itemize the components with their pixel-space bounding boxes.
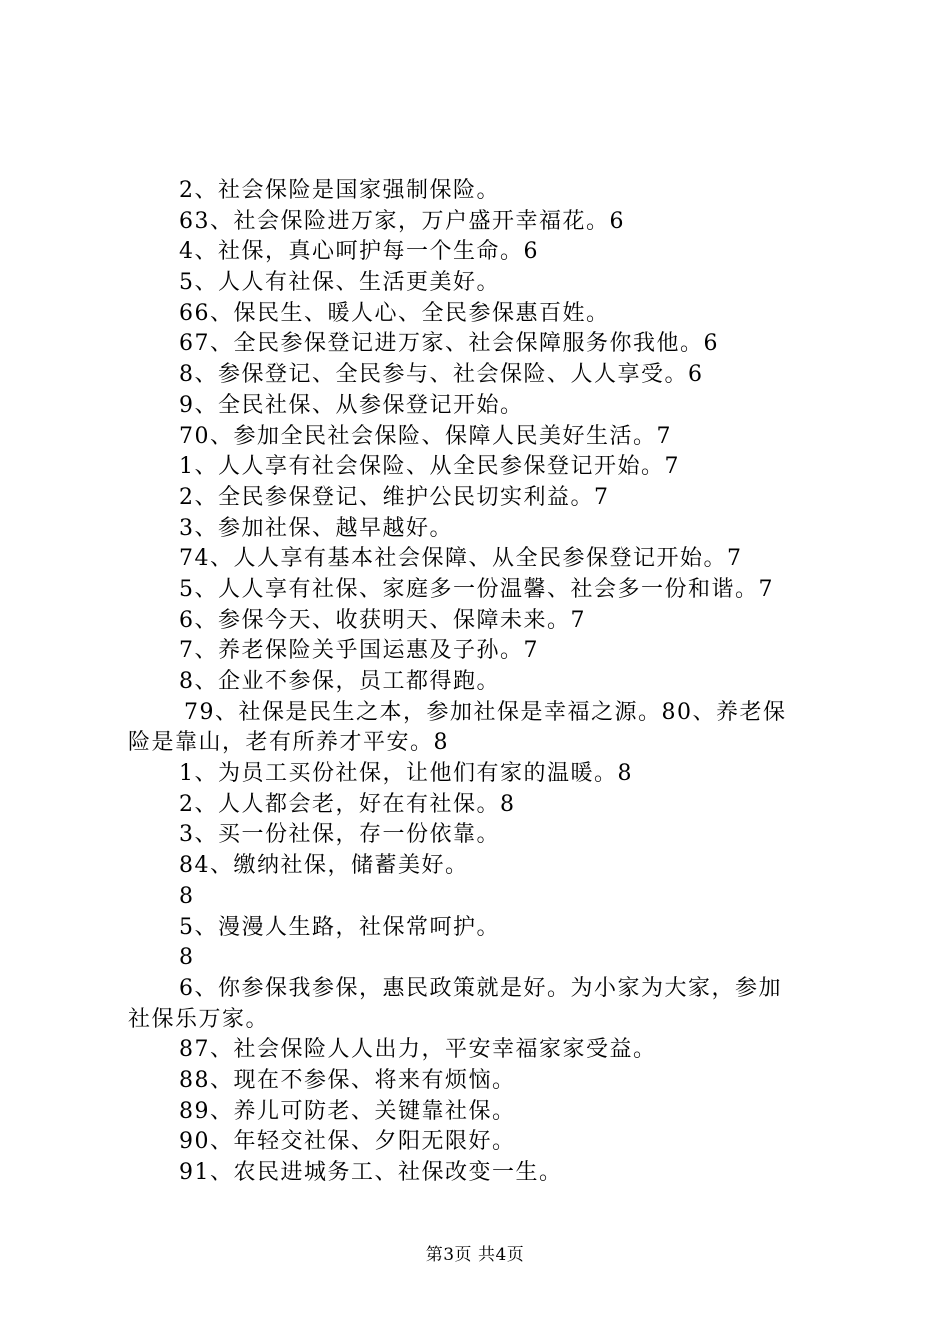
text-line: 91、农民进城务工、社保改变一生。 [179,1160,563,1185]
text-line: 8、参保登记、全民参与、社会保险、人人享受。6 [179,362,704,388]
text-line: 2、社会保险是国家强制保险。 [179,178,500,203]
text-line: 88、现在不参保、将来有烦恼。 [179,1067,516,1093]
text-line: 63、社会保险进万家，万户盛开幸福花。6 [179,208,625,234]
text-line: 1、为员工买份社保，让他们有家的温暖。8 [179,761,633,787]
text-line: 79、社保是民生之本，参加社保是幸福之源。80、养老保 [184,699,787,725]
document-body [128,176,834,1189]
text-line: 社保乐万家。 [128,1006,270,1032]
text-line: 89、养儿可防老、关键靠社保。 [179,1098,516,1124]
text-line: 2、人人都会老，好在有社保。8 [179,791,516,817]
text-line: 6、你参保我参保，惠民政策就是好。为小家为大家，参加 [179,975,782,1001]
text-line: 4、社保，真心呵护每一个生命。6 [179,239,539,265]
text-line: 3、买一份社保，存一份依靠。 [179,822,500,848]
text-line: 7、养老保险关乎国运惠及子孙。7 [179,638,539,664]
text-line: 87、社会保险人人出力，平安幸福家家受益。 [179,1037,657,1063]
text-line: 66、保民生、暖人心、全民参保惠百姓。 [179,300,610,326]
text-line: 74、人人享有基本社会保障、从全民参保登记开始。7 [179,546,743,572]
text-line: 险是靠山，老有所养才平安。8 [128,730,449,756]
text-line: 5、人人有社保、生活更美好。 [179,270,500,296]
text-line: 3、参加社保、越早越好。 [179,515,453,541]
text-line: 6、参保今天、收获明天、保障未来。7 [179,607,586,633]
text-line: 67、全民参保登记进万家、社会保障服务你我他。6 [179,331,719,357]
text-line: 84、缴纳社保，储蓄美好。 [179,853,469,879]
text-line: 2、全民参保登记、维护公民切实利益。7 [179,484,610,510]
text-line: 8、企业不参保，员工都得跑。 [179,669,500,694]
text-line: 1、人人享有社会保险、从全民参保登记开始。7 [179,454,680,480]
text-line: 8 [179,883,195,909]
text-line: 90、年轻交社保、夕阳无限好。 [179,1129,516,1155]
text-line: 70、参加全民社会保险、保障人民美好生活。7 [179,423,672,449]
text-line: 9、全民社保、从参保登记开始。 [179,392,524,418]
text-line: 8 [179,945,195,971]
text-line: 5、人人享有社保、家庭多一份温馨、社会多一份和谐。7 [179,576,774,602]
text-line: 5、漫漫人生路，社保常呵护。 [179,914,500,940]
page-footer: 第3页 共4页 [425,1245,525,1265]
